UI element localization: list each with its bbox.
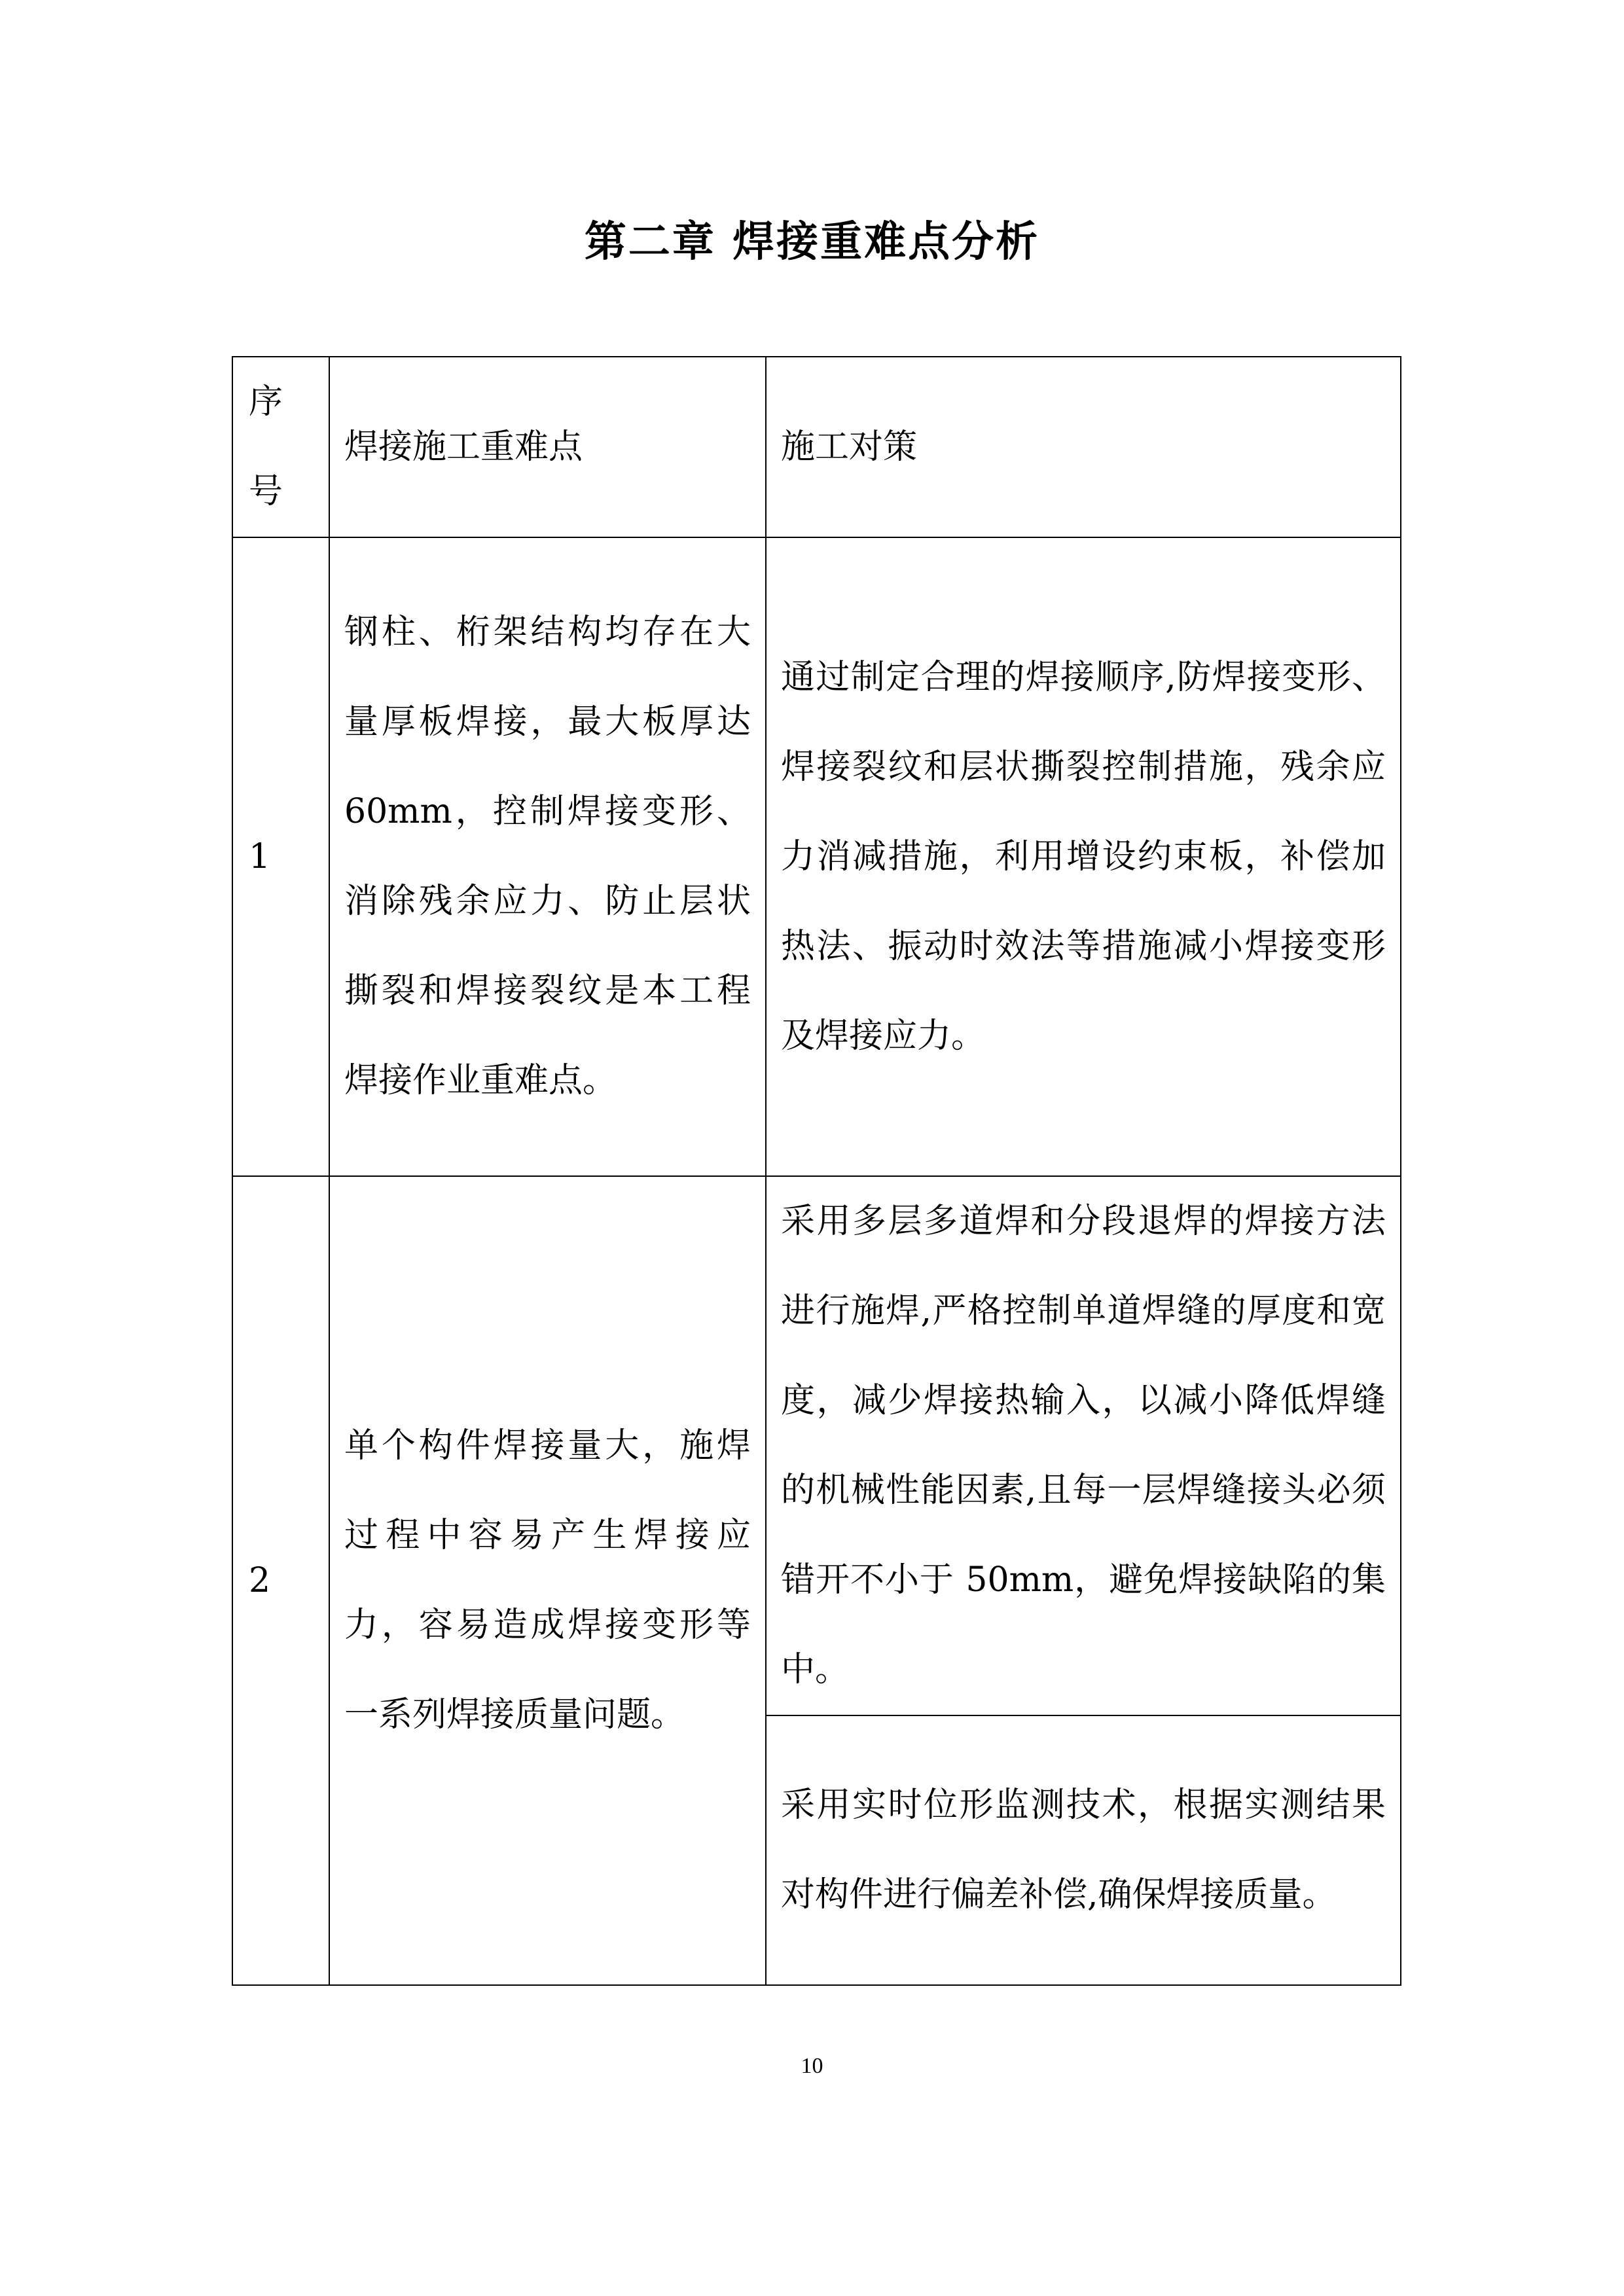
row-countermeasure: 采用实时位形监测技术，根据实测结果对构件进行偏差补偿,确保焊接质量。 xyxy=(766,1715,1401,1985)
header-countermeasure: 施工对策 xyxy=(766,357,1401,537)
header-difficulty: 焊接施工重难点 xyxy=(329,357,766,537)
table-header-row xyxy=(232,357,1401,537)
row-difficulty: 钢柱、桁架结构均存在大量厚板焊接，最大板厚达 60mm，控制焊接变形、消除残余应力、防止层状撕裂和焊接裂纹是本工程焊接作业重难点。 xyxy=(329,537,766,1176)
table-row xyxy=(232,1176,1401,1715)
page-number: 10 xyxy=(801,2054,823,2078)
welding-difficulty-table xyxy=(232,356,1401,1986)
header-seq: 序号 xyxy=(232,357,329,537)
row-countermeasure: 通过制定合理的焊接顺序,防焊接变形、焊接裂纹和层状撕裂控制措施，残余应力消减措施，利用增设约束板，补偿加热法、振动时效法等措施减小焊接变形及焊接应力。 xyxy=(766,537,1401,1176)
row-seq: 2 xyxy=(232,1176,329,1985)
table-row xyxy=(232,537,1401,1176)
page-title: 第二章 焊接重难点分析 xyxy=(584,218,1040,266)
row-difficulty: 单个构件焊接量大，施焊过程中容易产生焊接应力，容易造成焊接变形等一系列焊接质量问题。 xyxy=(329,1176,766,1985)
row-countermeasure: 采用多层多道焊和分段退焊的焊接方法进行施焊,严格控制单道焊缝的厚度和宽度，减少焊接热输入，以减小降低焊缝的机械性能因素,且每一层焊缝接头必须错开不小于 50mm，避免焊接缺陷的集中。 xyxy=(766,1176,1401,1715)
row-seq: 1 xyxy=(232,537,329,1176)
